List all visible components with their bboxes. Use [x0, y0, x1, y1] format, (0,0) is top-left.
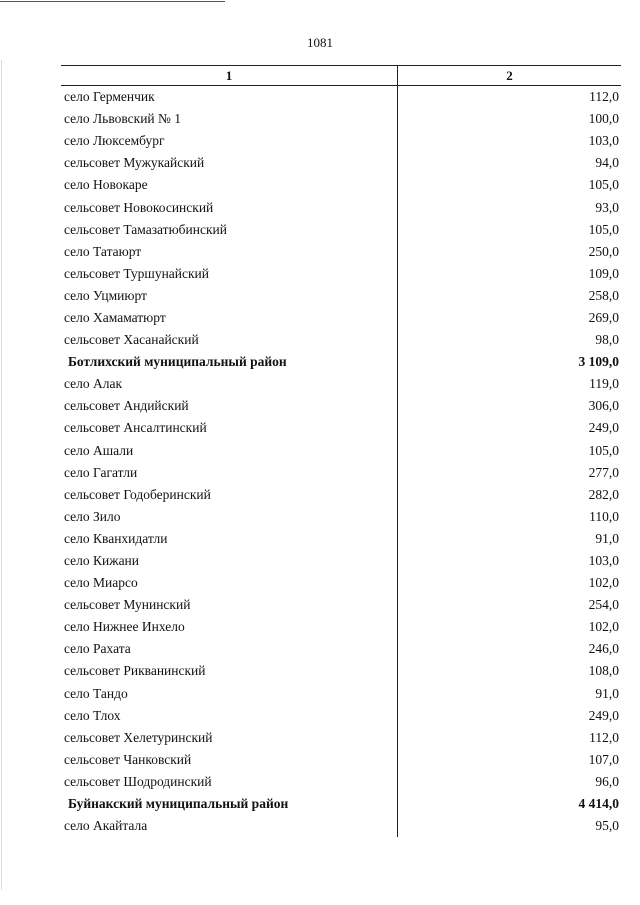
settlement-value: 103,0 — [588, 553, 619, 569]
settlement-value: 105,0 — [588, 442, 619, 458]
settlement-name: село Алак — [64, 376, 123, 392]
settlement-value: 95,0 — [595, 818, 619, 834]
settlement-name: село Миарсо — [64, 575, 138, 591]
settlement-name: сельсовет Хелетуринский — [64, 729, 213, 745]
settlement-name: село Львовский № 1 — [64, 111, 182, 127]
settlement-name: сельсовет Чанковский — [64, 751, 192, 767]
table-row — [61, 572, 621, 594]
table-row — [61, 815, 621, 837]
settlement-name: село Нижнее Инхело — [64, 619, 185, 635]
table-row — [61, 528, 621, 550]
table-body — [61, 86, 621, 837]
settlement-value: 98,0 — [595, 332, 619, 348]
table-row — [61, 484, 621, 506]
scan-edge-line — [0, 1, 225, 2]
settlement-name: сельсовет Мужукайский — [64, 155, 205, 171]
settlement-value: 246,0 — [588, 641, 619, 657]
settlement-name: сельсовет Новокосинский — [64, 199, 214, 215]
settlement-value: 110,0 — [589, 508, 619, 524]
settlement-name: сельсовет Шодродинский — [64, 773, 212, 789]
table-row — [61, 307, 621, 329]
settlement-name: сельсовет Хасанайский — [64, 332, 199, 348]
settlement-name: сельсовет Рикванинский — [64, 663, 206, 679]
district-total: 4 414,0 — [578, 796, 619, 812]
table-row — [61, 550, 621, 572]
table-row — [61, 86, 621, 108]
settlement-value: 93,0 — [595, 199, 619, 215]
scan-edge-shadow — [1, 60, 2, 890]
table-row — [61, 130, 621, 152]
table-row — [61, 660, 621, 682]
table-row — [61, 263, 621, 285]
settlement-name: село Рахата — [64, 641, 131, 657]
table-row — [61, 462, 621, 484]
settlement-value: 108,0 — [588, 663, 619, 679]
table-row — [61, 440, 621, 462]
settlement-value: 277,0 — [588, 464, 619, 480]
settlement-value: 258,0 — [588, 287, 619, 303]
table-row — [61, 395, 621, 417]
settlement-name: сельсовет Тамазатюбинский — [64, 221, 227, 237]
settlement-value: 112,0 — [589, 729, 619, 745]
settlement-value: 94,0 — [595, 155, 619, 171]
settlement-value: 119,0 — [589, 376, 619, 392]
column-header-2: 2 — [506, 68, 513, 83]
settlement-value: 306,0 — [588, 398, 619, 414]
settlement-value: 269,0 — [588, 309, 619, 325]
settlement-value: 102,0 — [588, 619, 619, 635]
table-row — [61, 417, 621, 439]
table-row — [61, 749, 621, 771]
settlement-name: село Уцмиюрт — [64, 287, 147, 303]
settlement-value: 250,0 — [588, 243, 619, 259]
table-header — [61, 65, 621, 86]
settlement-name: село Акайтала — [64, 818, 148, 834]
page-number: 1081 — [307, 35, 333, 50]
table-row — [61, 638, 621, 660]
settlement-value: 105,0 — [588, 221, 619, 237]
allocation-table — [61, 65, 621, 837]
table-row — [61, 329, 621, 351]
settlement-name: село Ашали — [64, 442, 134, 458]
settlement-name: село Тлох — [64, 707, 121, 723]
settlement-name: село Новокаре — [64, 177, 148, 193]
settlement-value: 91,0 — [595, 530, 619, 546]
table-row — [61, 174, 621, 196]
table-row — [61, 683, 621, 705]
column-header-1: 1 — [61, 66, 398, 85]
settlement-name: село Герменчик — [64, 89, 155, 105]
settlement-name: село Хамаматюрт — [64, 309, 166, 325]
district-row — [61, 351, 621, 373]
settlement-value: 109,0 — [588, 265, 619, 281]
settlement-name: село Татаюрт — [64, 243, 142, 259]
district-total: 3 109,0 — [578, 354, 619, 370]
settlement-value: 96,0 — [595, 773, 619, 789]
settlement-name: сельсовет Мунинский — [64, 597, 191, 613]
table-row — [61, 771, 621, 793]
table-row — [61, 219, 621, 241]
table-row — [61, 196, 621, 218]
table-row — [61, 152, 621, 174]
settlement-name: сельсовет Андийский — [64, 398, 189, 414]
district-name: Ботлихский муниципальный район — [68, 354, 287, 370]
settlement-value: 103,0 — [588, 133, 619, 149]
table-row — [61, 241, 621, 263]
settlement-value: 100,0 — [588, 111, 619, 127]
settlement-value: 249,0 — [588, 707, 619, 723]
settlement-value: 249,0 — [588, 420, 619, 436]
settlement-value: 107,0 — [588, 751, 619, 767]
settlement-name: село Кванхидатли — [64, 530, 168, 546]
settlement-name: сельсовет Ансалтинский — [64, 420, 207, 436]
settlement-name: сельсовет Туршунайский — [64, 265, 210, 281]
settlement-name: село Люксембург — [64, 133, 165, 149]
table-row — [61, 285, 621, 307]
district-row — [61, 793, 621, 815]
table-row — [61, 506, 621, 528]
settlement-name: сельсовет Годоберинский — [64, 486, 211, 502]
settlement-value: 91,0 — [595, 685, 619, 701]
table-row — [61, 108, 621, 130]
settlement-value: 102,0 — [588, 575, 619, 591]
district-name: Буйнакский муниципальный район — [68, 796, 289, 812]
table-row — [61, 727, 621, 749]
table-row — [61, 373, 621, 395]
settlement-value: 282,0 — [588, 486, 619, 502]
settlement-value: 112,0 — [589, 89, 619, 105]
settlement-name: село Тандо — [64, 685, 128, 701]
table-row — [61, 705, 621, 727]
settlement-name: село Кижани — [64, 553, 140, 569]
settlement-name: село Зило — [64, 508, 121, 524]
table-row — [61, 594, 621, 616]
settlement-value: 254,0 — [588, 597, 619, 613]
settlement-name: село Гагатли — [64, 464, 138, 480]
table-row — [61, 616, 621, 638]
settlement-value: 105,0 — [588, 177, 619, 193]
